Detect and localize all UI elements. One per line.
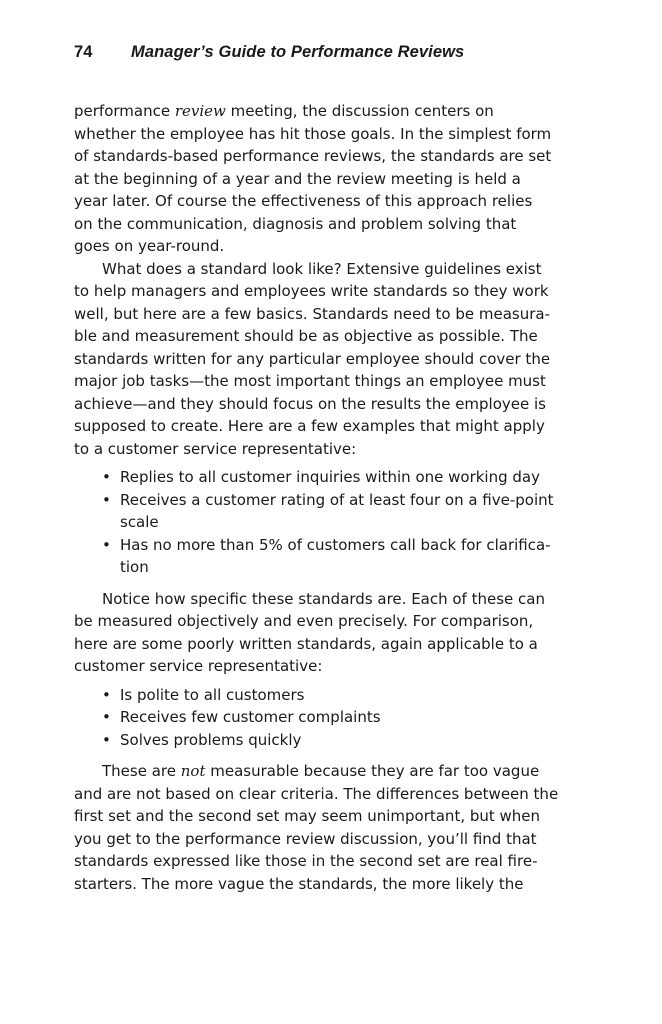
text-line (74, 100, 590, 123)
text-line: whether the employee has hit those goals. In the simplest form (74, 124, 552, 143)
paragraph-4 (74, 760, 590, 895)
text-line: Notice how specific these standards are. Each of these can (102, 589, 545, 608)
paragraph-1 (74, 100, 590, 258)
running-head (74, 43, 464, 62)
text-line: you get to the performance review discussion, you’ll find that (74, 829, 537, 848)
text-line: well, but here are a few basics. Standards need to be measura- (74, 304, 550, 323)
bullet-list-poor-standards (74, 684, 590, 752)
list-item (74, 729, 590, 752)
bullet-icon: • (102, 685, 111, 704)
list-item-continuation: tion (120, 558, 149, 576)
text-line: to a customer service representative: (74, 439, 357, 458)
paragraph-3 (74, 588, 590, 678)
bullet-icon: • (102, 535, 111, 554)
bullet-icon: • (102, 708, 111, 726)
text-line: major job tasks—the most important things an employee must (74, 372, 546, 390)
text-line: at the beginning of a year and the review meeting is held a (74, 169, 521, 188)
list-item-continuation: scale (120, 513, 159, 531)
paragraph-2 (74, 258, 590, 461)
body-text (74, 100, 590, 895)
list-item-text: Receives few customer complaints (120, 708, 381, 726)
text-run: These are (102, 762, 181, 780)
list-item (74, 466, 590, 489)
emphasis-text: review (174, 102, 226, 120)
text-line: of standards-based performance reviews, the standards are set (74, 147, 552, 165)
text-line: here are some poorly written standards, again applicable to a (74, 634, 538, 653)
text-line (74, 760, 590, 783)
text-line: standards expressed like those in the second set are real fire- (74, 852, 538, 870)
list-item-text: Replies to all customer inquiries within one working day (120, 468, 540, 486)
list-item-text: Is polite to all customers (120, 685, 305, 704)
text-line: standards written for any particular employee should cover the (74, 349, 551, 368)
text-run: measurable because they are far too vague (205, 762, 540, 780)
list-item (74, 489, 590, 512)
text-line: achieve—and they should focus on the results the employee is (74, 394, 546, 413)
text-line: to help managers and employees write standards so they work (74, 282, 549, 300)
bullet-icon: • (102, 730, 111, 749)
bullet-icon: • (102, 490, 111, 509)
emphasis-text: not (180, 762, 206, 780)
text-line: on the communication, diagnosis and problem solving that (74, 214, 517, 233)
list-item (74, 684, 590, 707)
text-line: customer service representative: (74, 657, 323, 675)
text-line: and are not based on clear criteria. The differences between the (74, 784, 559, 803)
text-run: performance (74, 102, 175, 120)
text-line: starters. The more vague the standards, the more likely the (74, 874, 524, 893)
text-line: year later. Of course the effectiveness of this approach relies (74, 192, 533, 210)
text-line: supposed to create. Here are a few examples that might apply (74, 417, 545, 435)
list-item-text: Solves problems quickly (120, 730, 302, 749)
text-line: What does a standard look like? Extensive guidelines exist (102, 259, 542, 278)
list-item (74, 534, 590, 557)
text-line: ble and measurement should be as objective as possible. The (74, 327, 538, 345)
bullet-list-good-standards (74, 466, 590, 579)
list-item (74, 706, 590, 729)
page-number: 74 (74, 43, 93, 61)
book-title: Manager’s Guide to Performance Reviews (131, 43, 465, 61)
text-line: goes on year-round. (74, 237, 225, 255)
list-item-text: Receives a customer rating of at least four on a five-point (120, 490, 554, 509)
text-run: meeting, the discussion centers on (225, 102, 494, 120)
list-item-text: Has no more than 5% of customers call back for clarifica- (120, 535, 551, 554)
bullet-icon: • (102, 468, 111, 486)
text-line: first set and the second set may seem unimportant, but when (74, 807, 541, 825)
text-line: be measured objectively and even precisely. For comparison, (74, 612, 534, 630)
